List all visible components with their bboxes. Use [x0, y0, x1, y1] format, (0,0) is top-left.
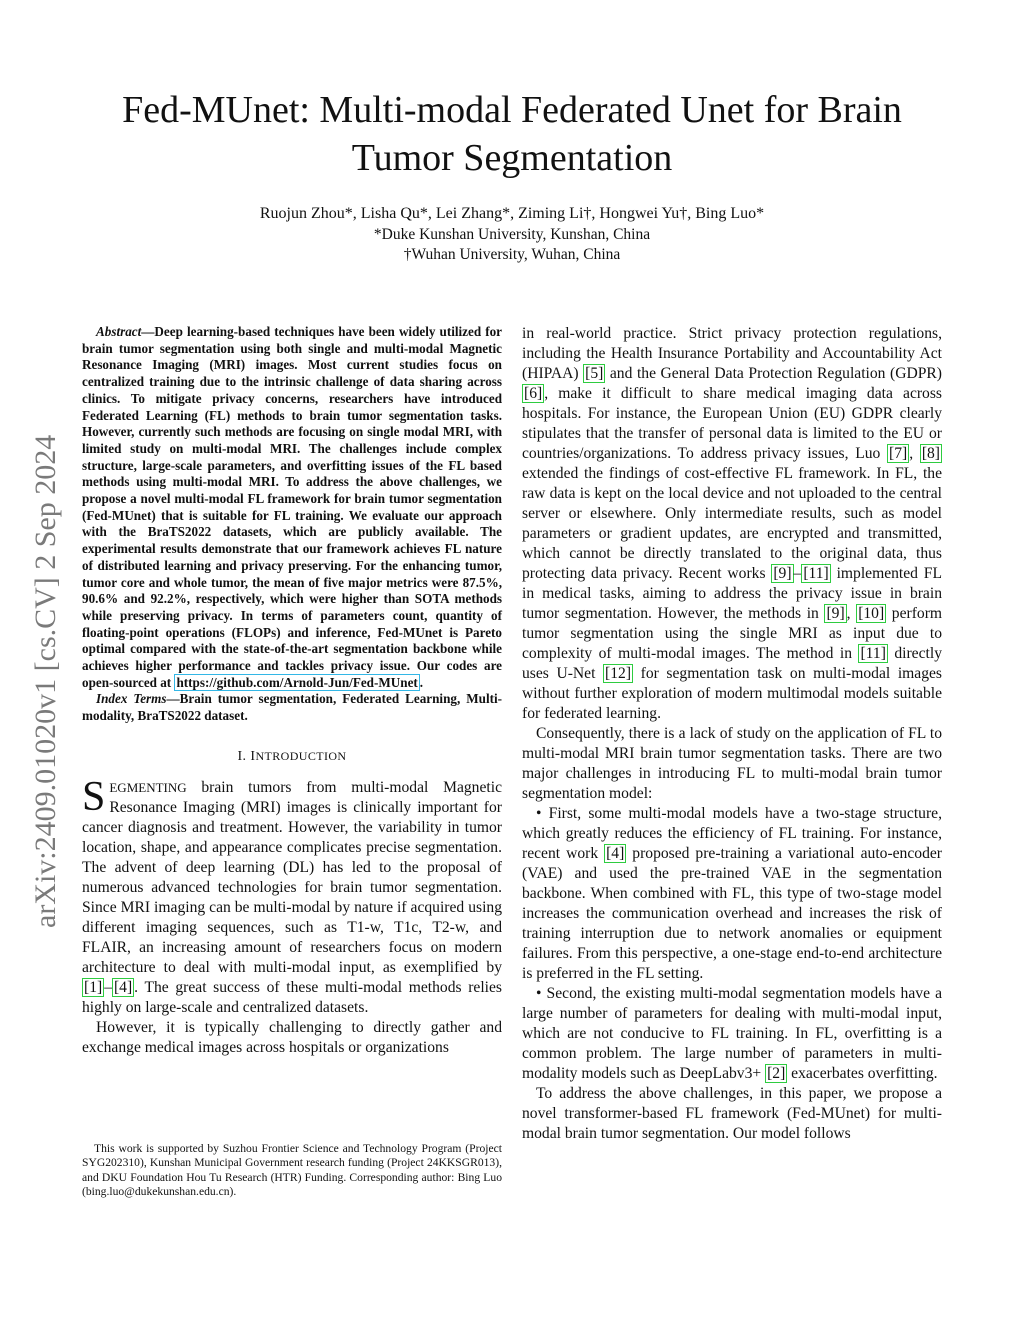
text-run: implemented FL in medical tasks, aiming to address the privacy issue in brain tumor segmentation. However, the methods in — [522, 565, 942, 622]
text-run: proposed pre-training a variational auto-encoder (VAE) and used the pre-trained VAE in the segmentation backbone. When combined with FL, this type of two-stage model increases the communication overhead and increases the risk of training interruption due to network anomalies or equipment failures. From this perspective, a one-stage end-to-end architecture is preferred in the FL setting. — [522, 845, 942, 982]
citation-link[interactable]: [4] — [113, 978, 133, 996]
abstract-label: Abstract — [96, 324, 142, 339]
text-run: for segmentation task on multi-modal images without further exploration of modern multimodal models suitable for federated learning. — [522, 665, 942, 722]
intro-p1-end: . The great success of these multi-modal methods relies highly on large-scale and centralized datasets. — [82, 978, 502, 1016]
challenge-bullet-1 — [522, 804, 942, 984]
bullet-mark: • — [536, 805, 542, 822]
affiliation-duke: *Duke Kunshan University, Kunshan, China — [373, 226, 651, 243]
intro-paragraph-1 — [82, 773, 502, 1018]
right-paragraph-1 — [522, 324, 942, 724]
intro-p1-text: brain tumors from multi-modal Magnetic Resonance Imaging (MRI) images is clinically important for cancer diagnosis and treatment. However, the variability in tumor location, shape, and appearance complicates precise segmentation. The advent of deep learning (DL) has led to the proposal of numerous advanced technologies for brain tumor segmentation. Since MRI imaging can be multi-modal by nature if acquired using different imaging sequences, such as T1-w, T1c, T2-w, and FLAIR, an increasing amount of researchers focus on modern architecture to deal with multi-modal input, as exemplified by — [82, 778, 502, 976]
citation-link[interactable]: [7] — [889, 445, 908, 462]
lead-word: EGMENTING — [109, 779, 187, 795]
citation-link[interactable]: [5] — [585, 365, 604, 382]
text-run: , make it difficult to share medical imaging data across hospitals. For instance, the European Union (EU) GDPR clearly stipulates that the transfer of personal data is limited to the EU or countries/organizations. To address privacy issues, Luo — [522, 385, 942, 462]
citation-link[interactable]: [4] — [606, 845, 625, 862]
intro-paragraph-2: However, it is typically challenging to directly gather and exchange medical images across hospitals or organizations — [82, 1018, 502, 1056]
abstract — [82, 324, 502, 691]
right-paragraph-3: To address the above challenges, in this paper, we propose a novel transformer-based FL framework (Fed-MUnet) for multi-modal brain tumor segmentation. Our model follows — [522, 1085, 942, 1142]
citation-link[interactable]: [6] — [524, 385, 543, 402]
text-run: perform tumor segmentation using the single MRI as input due to complexity of multi-modal images. The method in — [522, 605, 943, 662]
code-link[interactable]: https://github.com/Arnold-Jun/Fed-MUnet — [176, 674, 418, 690]
funding-footnote: This work is supported by Suzhou Frontier Science and Technology Program (Project SYG202310), Kunshan Municipal Government research funding (Project 24KKSGR013), and DKU Foundation Hou Tu Research (HTR) Funding. Corresponding author: Bing Luo (bing.luo@dukekunshan.edu.cn). — [82, 1142, 502, 1198]
section-title-rest: NTRODUCTION — [255, 748, 347, 763]
text-run: extended the findings of cost-effective FL framework. In FL, the raw data is kept on the local device and not uploaded to the central server or elsewhere. Only intermediate results, such as model parameters or gradient updates, are encrypted and transmitted, which cannot be directly translated to the original data, thus protecting data privacy. Recent works — [522, 465, 942, 582]
affiliation-wuhan: †Wuhan University, Wuhan, China — [403, 246, 621, 263]
text-run: directly uses U-Net — [522, 645, 942, 682]
text-run: Second, the existing multi-modal segmentation models have a large number of parameters for dealing with multi-modal input, which are not conducive to FL training. In FL, overfitting is a common problem. The large number of parameters in multi-modality models such as DeepLabv3+ — [522, 985, 942, 1082]
title-line-1: Fed-MUnet: Multi-modal Federated Unet for Brain — [122, 89, 902, 131]
index-terms-label: Index Terms — [96, 691, 167, 707]
right-column — [522, 324, 942, 1144]
paper-title — [60, 86, 964, 182]
citation-dash: – — [793, 565, 802, 582]
text-run: and the General Data Protection Regulation (GDPR) — [605, 365, 942, 382]
citation-link[interactable]: [10] — [858, 605, 885, 622]
index-terms-text: —Brain tumor segmentation, Federated Learning, Multi-modality, BraTS2022 dataset. — [82, 691, 502, 724]
left-column — [82, 324, 502, 1058]
citation-dash: – — [104, 978, 112, 996]
title-line-2: Tumor Segmentation — [351, 137, 673, 179]
text-run: in real-world practice. Strict privacy protection regulations, including the Health Insurance Portability and Accountability Act (HIPAA) — [522, 325, 942, 382]
text-run: exacerbates overfitting. — [787, 1065, 938, 1082]
bullet-mark: • — [536, 985, 542, 1002]
text-run: , — [846, 605, 857, 622]
section-first-letter: I — [250, 748, 256, 764]
drop-cap: S — [82, 773, 106, 820]
citation-link[interactable]: [9] — [773, 565, 792, 582]
author-list: Ruojun Zhou*, Lisha Qu*, Lei Zhang*, Ziming Li†, Hongwei Yu†, Bing Luo* — [259, 205, 765, 222]
text-run: First, some multi-modal models have a two-stage structure, which greatly reduces the efficiency of FL training. For instance, recent work — [522, 805, 942, 862]
abstract-text: —Deep learning-based techniques have been widely utilized for brain tumor segmentation using both single and multi-modal Magnetic Resonance Imaging (MRI) images. Most current studies focus on centralized training due to the intrinsic challenge of data sharing across clinics. To mitigate privacy concerns, researchers have introduced Federated Learning (FL) methods to brain tumor segmentation tasks. However, currently such methods are focusing on single modal MRI, with limited study on multi-modal MRI. The challenges include complex structure, large-scale parameters, and overfitting issues of the FL based methods using multi-modal MRI. To address the above challenges, we propose a novel multi-modal FL framework for brain tumor segmentation (Fed-MUnet) that is suitable for FL training. We evaluate our approach with the BraTS2022 datasets, which are publicly available. The experimental results demonstrate that our framework achieves FL nature of distributed learning and privacy preserving. For the enhancing tumor, tumor core and whole tumor, the mean of five major metrics were 87.5%, 90.6% and 92.2%, respectively, which were higher than SOTA methods while preserving privacy. In terms of parameters count, quantity of floating-point operations (FLOPs) and inference, Fed-MUnet is Pareto optimal compared with the state-of-the-art segmentation backbone while achieves higher performance and tackles privacy issue. Our codes are open-sourced at — [82, 324, 502, 690]
right-paragraph-2: Consequently, there is a lack of study on the application of FL to multi-modal MRI brain tumor segmentation tasks. There are two major challenges in introducing FL to multi-modal brain tumor segmentation model: — [522, 725, 942, 802]
citation-link[interactable]: [12] — [605, 665, 632, 682]
text-run: , — [909, 445, 920, 462]
citation-link[interactable]: [2] — [767, 1065, 786, 1082]
challenge-bullet-2 — [522, 984, 942, 1084]
section-number: I. — [237, 748, 251, 764]
abstract-end: . — [419, 674, 424, 690]
index-terms — [82, 691, 502, 724]
arxiv-stamp: arXiv:2409.01020v1 [cs.CV] 2 Sep 2024 — [29, 434, 62, 928]
citation-link[interactable]: [11] — [860, 645, 886, 662]
citation-link[interactable]: [1] — [84, 978, 103, 996]
section-heading-introduction — [82, 747, 502, 766]
citation-link[interactable]: [8] — [921, 445, 940, 462]
citation-link[interactable]: [9] — [826, 605, 845, 622]
citation-link[interactable]: [11] — [803, 565, 829, 582]
